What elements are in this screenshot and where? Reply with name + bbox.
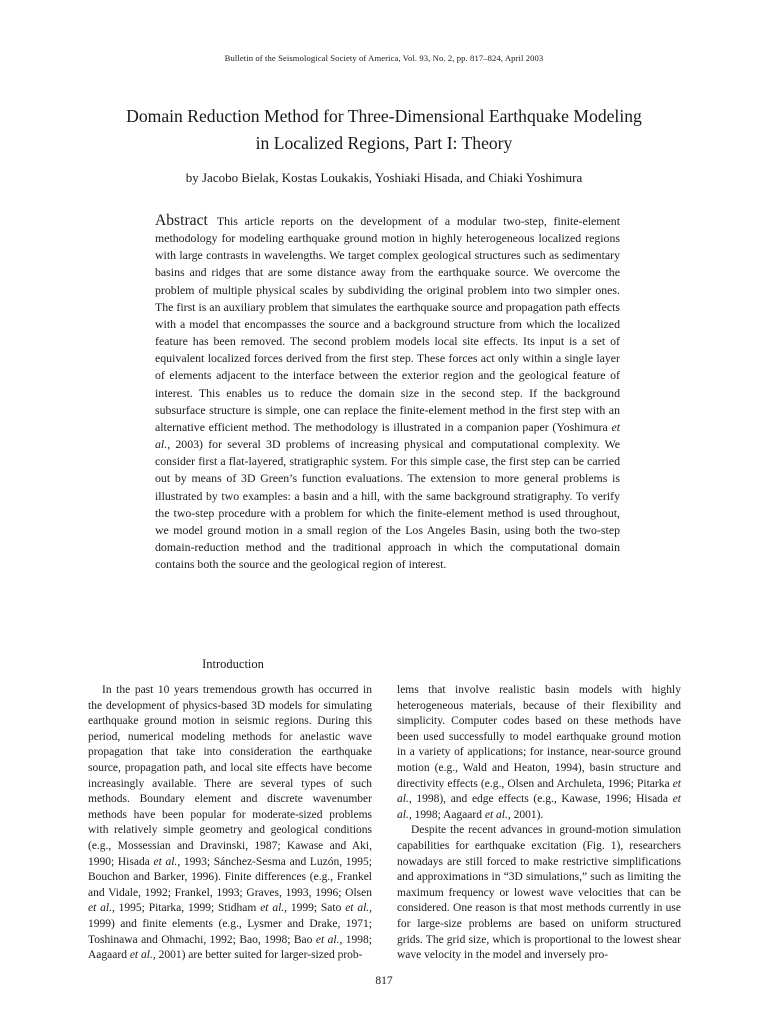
et-al: et al. [260, 902, 285, 915]
intro-text: , 2001) are better suited for larger-sized prob- [152, 949, 363, 962]
et-al: et al. [315, 933, 340, 946]
intro-text: , 1999; Sato [284, 902, 346, 915]
abstract-text-part1: This article reports on the development of a modular two-step, finite-element methodology for modeling earthquake ground motion in highly heterogeneous localized regions with large contrasts in wavelengths. We target complex geological structures such as sedimentary basins and ridges that are some distance away from the earthquake source. We overcome the problem of multiple physical scales by subdividing the original problem into two simpler ones. The first is an auxiliary problem that simulates the earthquake source and propagation path effects with a model that encompasses the source and a background structure from which the localized feature has been removed. The second problem models local site effects. Its input is a set of equivalent localized forces derived from the first step. These forces act only within a single layer of elements adjacent to the interface between the exterior region and the geological feature of interest. This enables us to reduce the domain size in the second step. If the background subsurface structure is simple, one can replace the finite-element method in the first step with an alternative efficient method. The methodology is illustrated in a companion paper (Yoshimura [155, 214, 620, 434]
intro-paragraph-1 [88, 683, 372, 964]
et-al: et al. [153, 855, 178, 868]
intro-text: , 2001). [507, 808, 544, 821]
abstract-label: Abstract [155, 212, 208, 229]
author-list: by Jacobo Bielak, Kostas Loukakis, Yoshiaki Hisada, and Chiaki Yoshimura [185, 170, 583, 185]
right-column [397, 683, 681, 964]
intro-text: , 1999) and finite elements (e.g., Lysmer and Drake, 1971; Toshinawa and Ohmachi, 1992; Bao, 1998; Bao [88, 902, 373, 946]
title-line-2: in Localized Regions, Part I: Theory [255, 133, 513, 153]
title-line-1: Domain Reduction Method for Three-Dimensional Earthquake Modeling [126, 106, 642, 126]
et-al: et al. [345, 902, 370, 915]
intro-text: In the past 10 years tremendous growth has occurred in the development of physics-based 3D models for simulating earthquake ground motion in seismic regions. During this period, numerical modeling methods for anelastic wave propagation that take into consideration the earthquake source, propagation path, and local site effects have become increasingly available. There are several types of such methods. Boundary element and discrete wavenumber methods have been popular for moderate-sized problems with relatively simple geometry and geological conditions (e.g., Mossessian and Dravinski, 1987; Kawase and Aki, 1990; Hisada [88, 684, 372, 868]
journal-citation: Bulletin of the Seismological Society of America, Vol. 93, No. 2, pp. 817–824, April 2003 [224, 53, 544, 63]
et-al: et al. [129, 949, 153, 962]
article-title [40, 103, 728, 157]
abstract-text-part2: , 2003) for several 3D problems of increasing physical and computational complexity. We consider first a flat-layered, stratigraphic system. For this simple case, the first step can be carried out by means of 3D Green’s function evaluations. The extension to more general problems is illustrated by two examples: a basin and a hill, with the same background stratigraphy. To verify the two-step procedure with a problem for which the finite-element method is used throughout, we model ground motion in a small region of the Los Angeles Basin, using both the two-step domain-reduction method and the traditional approach in which the computational domain contains both the source and the geological region of interest. [155, 437, 620, 572]
intro-text: , 1998; Aagaard [408, 808, 485, 821]
intro-text: , 1998; Aagaard [88, 933, 373, 962]
intro-text: , 1995; Pitarka, 1999; Stidham [111, 902, 261, 915]
et-al: et al. [484, 808, 508, 821]
et-al: et al. [397, 793, 681, 821]
intro-text: , 1998), and edge effects (e.g., Kawase, 1996; Hisada [408, 793, 673, 806]
abstract-et-al: et al. [155, 419, 620, 452]
left-column [88, 683, 372, 964]
introduction-heading: Introduction [202, 657, 264, 671]
intro-paragraph-2: Despite the recent advances in ground-motion simulation capabilities for earthquake excitation (Fig. 1), researchers nowadays are still forced to make restrictive simplifications and approximations in “3D simulations,” such as limiting the maximum frequency or lowest wave velocities that can be considered. One reason is that most methods currently in use for large-size problems are based on uniform structured grids. The grid size, which is proportional to the lowest shear wave velocity in the model and inversely pro- [397, 824, 681, 962]
intro-text: lems that involve realistic basin models with highly heterogeneous materials, because of their flexibility and simplicity. Computer codes based on these methods have been used successfully to model earthquake ground motion in a variety of applications; for instance, near-source ground motion (e.g., Wald and Heaton, 1994), basin structure and directivity effects (e.g., Olsen and Archuleta, 1996; Pitarka [397, 684, 681, 790]
intro-text: , 1993; Sánchez-Sesma and Luzón, 1995; Bouchon and Barker, 1996). Finite differences (e.g., Frankel and Vidale, 1992; Frankel, 1993; Graves, 1993, 1996; Olsen [88, 855, 373, 899]
intro-paragraph-1-continued [397, 683, 681, 823]
abstract [155, 212, 620, 573]
et-al: et al. [397, 777, 681, 806]
et-al: et al. [88, 902, 112, 915]
page-number: 817 [375, 975, 393, 987]
